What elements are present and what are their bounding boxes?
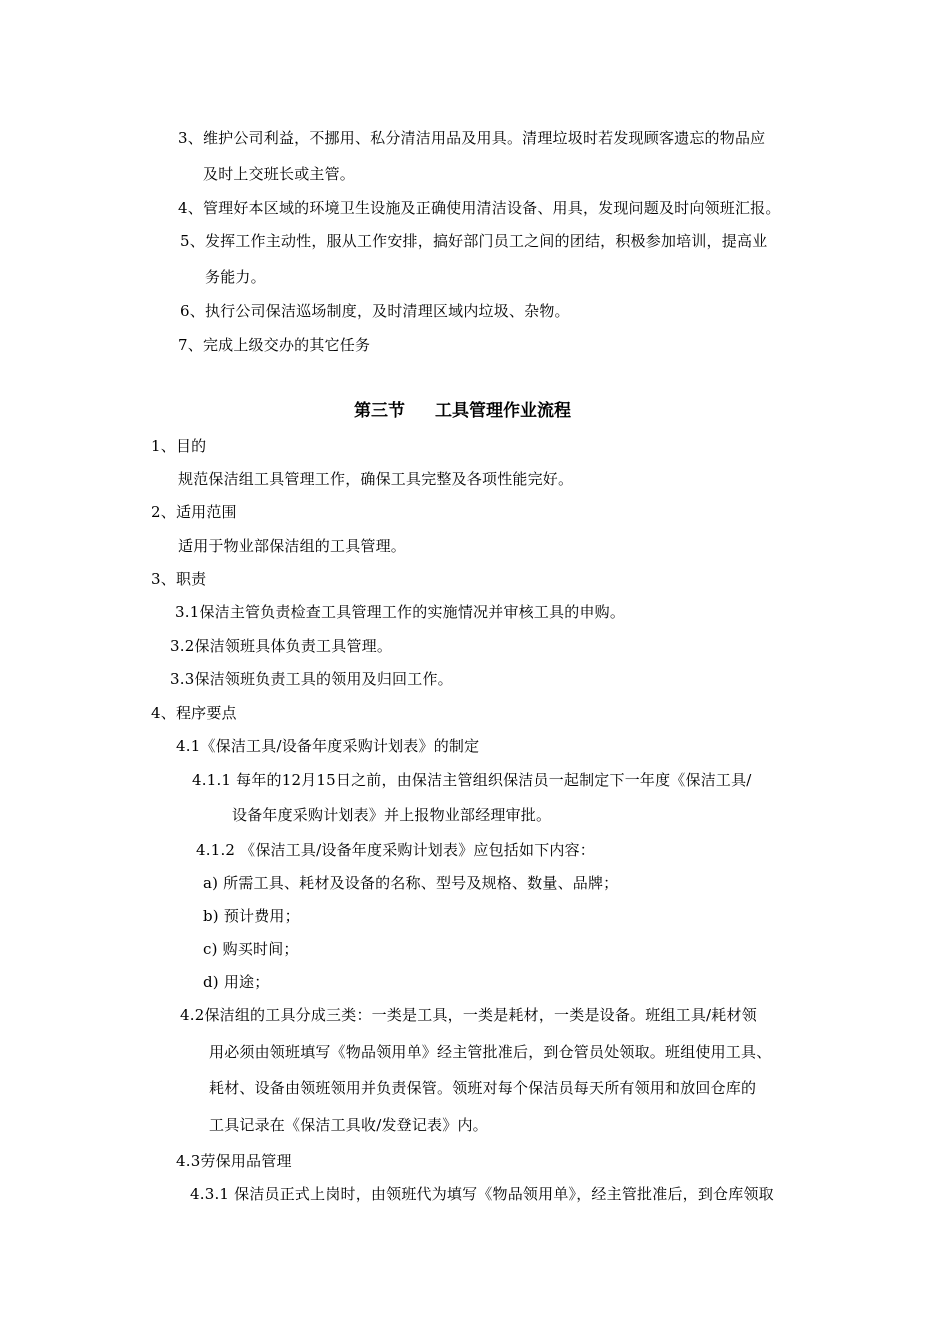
duty-3-2: 3.2保洁领班具体负责工具管理。 [170,637,393,655]
procedure-4-2-cont-1: 用必须由领班填写《物品领用单》经主管批准后，到仓管员处领取。班组使用工具、 [209,1043,772,1061]
responsibility-item-3-cont: 及时上交班长或主管。 [203,165,356,183]
responsibility-item-6: 6、执行公司保洁巡场制度，及时清理区域内垃圾、杂物。 [180,302,570,320]
purpose-heading: 1、目的 [151,437,207,455]
procedure-4-1-1: 4.1.1 每年的12月15日之前，由保洁主管组织保洁员一起制定下一年度《保洁工具/ [192,771,752,789]
responsibility-item-5-cont: 务能力。 [205,268,266,286]
scope-text: 适用于物业部保洁组的工具管理。 [178,537,407,555]
duties-heading: 3、职责 [151,570,207,588]
section-number: 第三节 [354,401,405,421]
list-item-b: b) 预计费用； [203,907,300,925]
responsibility-item-3: 3、维护公司利益，不挪用、私分清洁用品及用具。清理垃圾时若发现顾客遗忘的物品应 [178,129,766,147]
responsibility-item-4: 4、管理好本区域的环境卫生设施及正确使用清洁设备、用具，发现问题及时向领班汇报。 [178,199,781,217]
list-item-c: c) 购买时间； [203,940,299,958]
section-title: 工具管理作业流程 [435,401,571,421]
list-item-a: a) 所需工具、耗材及设备的名称、型号及规格、数量、品牌； [203,874,619,892]
procedure-4-3-1: 4.3.1 保洁员正式上岗时，由领班代为填写《物品领用单》，经主管批准后，到仓库领取 [190,1185,774,1203]
procedure-4-1-1-cont: 设备年度采购计划表》并上报物业部经理审批。 [232,806,552,824]
procedure-heading: 4、程序要点 [151,704,237,722]
scope-heading: 2、适用范围 [151,503,237,521]
section-heading [354,400,571,422]
duty-3-1: 3.1保洁主管负责检查工具管理工作的实施情况并审核工具的申购。 [175,603,626,621]
responsibility-item-7: 7、完成上级交办的其它任务 [178,336,371,354]
procedure-4-1-2: 4.1.2 《保洁工具/设备年度采购计划表》应包括如下内容： [196,841,595,859]
list-item-d: d) 用途； [203,973,270,991]
procedure-4-2-cont-3: 工具记录在《保洁工具收/发登记表》内。 [209,1116,488,1134]
duty-3-3: 3.3保洁领班负责工具的领用及归回工作。 [170,670,453,688]
procedure-4-3: 4.3劳保用品管理 [176,1152,292,1170]
procedure-4-2: 4.2保洁组的工具分成三类：一类是工具，一类是耗材，一类是设备。班组工具/耗材领 [180,1006,757,1024]
purpose-text: 规范保洁组工具管理工作，确保工具完整及各项性能完好。 [178,470,574,488]
procedure-4-2-cont-2: 耗材、设备由领班领用并负责保管。领班对每个保洁员每天所有领用和放回仓库的 [209,1079,757,1097]
procedure-4-1: 4.1《保洁工具/设备年度采购计划表》的制定 [176,737,480,755]
responsibility-item-5: 5、发挥工作主动性，服从工作安排，搞好部门员工之间的团结，积极参加培训，提高业 [180,232,768,250]
